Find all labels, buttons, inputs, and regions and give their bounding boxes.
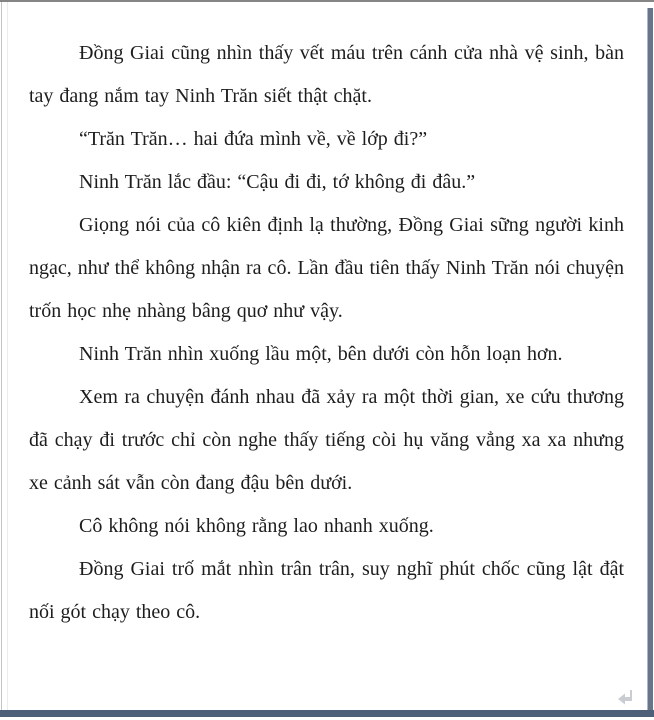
page-edge-left-inner <box>7 2 8 716</box>
page-edge-bottom <box>0 710 654 717</box>
page-edge-right <box>648 8 653 710</box>
page-turn-icon[interactable] <box>615 688 635 706</box>
page-edge-left <box>1 2 2 716</box>
paragraph: Cô không nói không rằng lao nhanh xuống. <box>79 515 434 537</box>
paragraph: Giọng nói của cô kiên định lạ thường, Đồng Giai sững người kinh ngạc, như thể không nhận ra cô. Lần đầu tiên thấy Ninh Trăn nói chuyện trốn học nhẹ nhàng bâng quơ như vậy. <box>29 214 624 322</box>
paragraph: Ninh Trăn lắc đầu: “Cậu đi đi, tớ không đi đâu.” <box>79 171 476 193</box>
paragraph: Ninh Trăn nhìn xuống lầu một, bên dưới còn hỗn loạn hơn. <box>79 343 563 365</box>
document-content <box>29 32 624 634</box>
paragraph: “Trăn Trăn… hai đứa mình về, về lớp đi?” <box>79 128 428 150</box>
page-edge-top <box>0 0 654 2</box>
paragraph: Đồng Giai cũng nhìn thấy vết máu trên cánh cửa nhà vệ sinh, bàn tay đang nắm tay Ninh Trăn siết thật chặt. <box>29 42 624 107</box>
paragraph: Đồng Giai trố mắt nhìn trân trân, suy nghĩ phút chốc cũng lật đật nối gót chạy theo cô. <box>29 558 624 623</box>
paragraph: Xem ra chuyện đánh nhau đã xảy ra một thời gian, xe cứu thương đã chạy đi trước chỉ còn nghe thấy tiếng còi hụ văng vẳng xa xa nhưng xe cảnh sát vẫn còn đang đậu bên dưới. <box>29 386 624 494</box>
